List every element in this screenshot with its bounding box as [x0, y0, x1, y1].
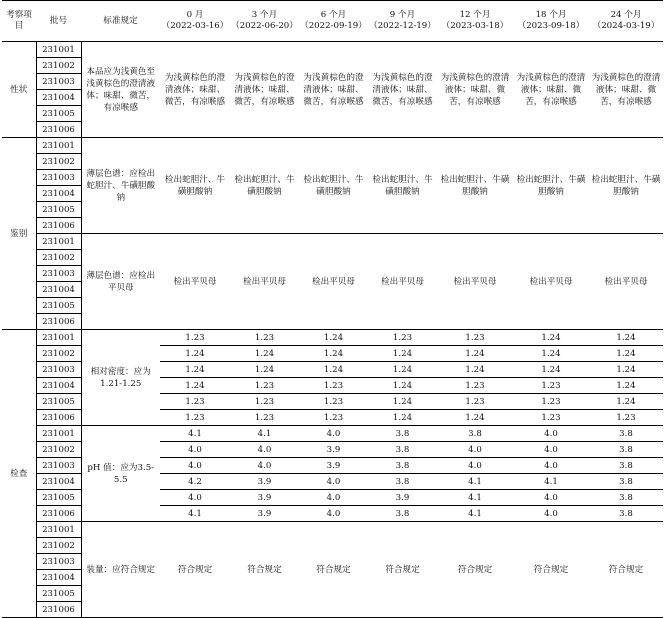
result-cell: 4.0	[160, 458, 230, 474]
header-category: 考察项目	[2, 1, 36, 42]
batch-cell: 231006	[36, 218, 81, 234]
batch-cell: 231004	[36, 474, 81, 490]
result-cell: 3.9	[299, 458, 368, 474]
result-cell: 4.0	[299, 506, 368, 522]
result-cell: 4.1	[437, 474, 513, 490]
result-cell: 检出平贝母	[368, 234, 437, 330]
result-cell: 1.24	[160, 362, 230, 378]
result-cell: 1.23	[230, 394, 299, 410]
batch-cell: 231005	[36, 490, 81, 506]
result-cell: 为浅黄棕色的澄清液体；味甜、微苦，有凉喉感	[513, 42, 589, 138]
batch-cell: 231005	[36, 202, 81, 218]
result-cell: 1.24	[589, 378, 663, 394]
result-cell: 检出平贝母	[513, 234, 589, 330]
result-cell: 检出平贝母	[160, 234, 230, 330]
result-cell: 1.23	[230, 410, 299, 426]
standard-cell: 薄层色谱：应检出蛇胆汁、牛磺胆酸钠	[81, 138, 160, 234]
result-cell: 1.23	[437, 330, 513, 346]
result-cell: 检出平贝母	[299, 234, 368, 330]
batch-cell: 231003	[36, 362, 81, 378]
batch-cell: 231002	[36, 154, 81, 170]
result-cell: 1.24	[368, 378, 437, 394]
result-cell: 1.23	[513, 394, 589, 410]
batch-cell: 231001	[36, 138, 81, 154]
batch-cell: 231002	[36, 250, 81, 266]
result-cell: 4.0	[437, 458, 513, 474]
result-cell: 为浅黄棕色的澄清液体；味甜、微苦，有凉喉感	[437, 42, 513, 138]
result-cell: 1.24	[589, 362, 663, 378]
standard-cell: 本品应为浅黄色至浅黄棕色的澄清液体；味甜、微苦，有凉喉感	[81, 42, 160, 138]
result-cell: 1.24	[437, 410, 513, 426]
result-cell: 检出蛇胆汁、牛磺胆酸钠	[589, 138, 663, 234]
table-body	[2, 42, 663, 618]
table-row	[2, 330, 663, 346]
batch-cell: 231001	[36, 522, 81, 538]
result-cell: 1.24	[368, 410, 437, 426]
result-cell: 检出平贝母	[589, 234, 663, 330]
batch-cell: 231005	[36, 394, 81, 410]
batch-cell: 231002	[36, 58, 81, 74]
result-cell: 检出平贝母	[230, 234, 299, 330]
result-cell: 1.23	[160, 410, 230, 426]
batch-cell: 231001	[36, 426, 81, 442]
result-cell: 3.8	[589, 490, 663, 506]
result-cell: 为浅黄棕色的澄清液体；味甜、微苦，有凉喉感	[230, 42, 299, 138]
batch-cell: 231002	[36, 538, 81, 554]
result-cell: 1.24	[160, 346, 230, 362]
result-cell: 1.24	[299, 362, 368, 378]
result-cell: 1.24	[589, 330, 663, 346]
result-cell: 4.0	[513, 442, 589, 458]
result-cell: 符合规定	[299, 522, 368, 618]
result-cell: 3.9	[230, 474, 299, 490]
result-cell: 为浅黄棕色的澄清液体；味甜、微苦，有凉喉感	[299, 42, 368, 138]
category-cell: 鉴别	[2, 138, 36, 330]
batch-cell: 231005	[36, 298, 81, 314]
result-cell: 3.8	[368, 458, 437, 474]
result-cell: 符合规定	[589, 522, 663, 618]
result-cell: 4.0	[513, 490, 589, 506]
header-month-6: 6 个月 （2022-09-19）	[299, 1, 368, 42]
result-cell: 4.1	[160, 506, 230, 522]
batch-cell: 231004	[36, 570, 81, 586]
header-row	[2, 1, 663, 42]
result-cell: 1.24	[437, 362, 513, 378]
result-cell: 1.24	[513, 362, 589, 378]
batch-cell: 231004	[36, 378, 81, 394]
result-cell: 检出蛇胆汁、牛磺胆酸钠	[299, 138, 368, 234]
result-cell: 1.23	[368, 330, 437, 346]
result-cell: 检出蛇胆汁、牛磺胆酸钠	[368, 138, 437, 234]
result-cell: 1.24	[368, 346, 437, 362]
header-batch: 批号	[36, 1, 81, 42]
batch-cell: 231001	[36, 330, 81, 346]
result-cell: 4.0	[230, 458, 299, 474]
result-cell: 4.1	[513, 474, 589, 490]
result-cell: 为浅黄棕色的澄清液体；味甜、微苦，有凉喉感	[368, 42, 437, 138]
result-cell: 1.24	[589, 394, 663, 410]
result-cell: 1.23	[513, 378, 589, 394]
header-month-24: 24 个月 （2024-03-19）	[589, 1, 663, 42]
result-cell: 检出蛇胆汁、牛磺胆酸钠	[160, 138, 230, 234]
result-cell: 符合规定	[368, 522, 437, 618]
table-row	[2, 138, 663, 154]
result-cell: 3.8	[589, 458, 663, 474]
result-cell: 1.23	[437, 394, 513, 410]
result-cell: 为浅黄棕色的澄清液体；味甜、微苦，有凉喉感	[160, 42, 230, 138]
header-month-0: 0 月 （2022-03-16）	[160, 1, 230, 42]
result-cell: 3.8	[589, 442, 663, 458]
result-cell: 3.8	[368, 474, 437, 490]
header-month-9: 9 个月 （2022-12-19）	[368, 1, 437, 42]
batch-cell: 231001	[36, 42, 81, 58]
result-cell: 检出蛇胆汁、牛磺胆酸钠	[437, 138, 513, 234]
result-cell: 3.8	[368, 506, 437, 522]
table-row	[2, 426, 663, 442]
result-cell: 3.9	[299, 442, 368, 458]
result-cell: 1.23	[513, 410, 589, 426]
result-cell: 1.24	[368, 362, 437, 378]
result-cell: 1.24	[230, 362, 299, 378]
result-cell: 4.0	[513, 458, 589, 474]
result-cell: 1.24	[437, 346, 513, 362]
result-cell: 符合规定	[230, 522, 299, 618]
result-cell: 4.1	[437, 506, 513, 522]
result-cell: 3.9	[368, 490, 437, 506]
header-standard: 标准规定	[81, 1, 160, 42]
result-cell: 1.24	[513, 330, 589, 346]
batch-cell: 231003	[36, 458, 81, 474]
batch-cell: 231006	[36, 410, 81, 426]
batch-cell: 231004	[36, 186, 81, 202]
result-cell: 4.0	[513, 426, 589, 442]
standard-cell: 相对密度：应为1.21-1.25	[81, 330, 160, 426]
result-cell: 1.23	[230, 330, 299, 346]
header-month-18: 18 个月 （2023-09-18）	[513, 1, 589, 42]
result-cell: 4.0	[160, 442, 230, 458]
result-cell: 4.1	[437, 490, 513, 506]
standard-cell: 薄层色谱：应检出平贝母	[81, 234, 160, 330]
result-cell: 1.24	[513, 346, 589, 362]
result-cell: 4.0	[160, 490, 230, 506]
result-cell: 1.24	[299, 346, 368, 362]
result-cell: 符合规定	[513, 522, 589, 618]
category-cell: 检查	[2, 330, 36, 618]
result-cell: 检出平贝母	[437, 234, 513, 330]
result-cell: 检出蛇胆汁、牛磺胆酸钠	[230, 138, 299, 234]
result-cell: 1.24	[368, 394, 437, 410]
result-cell: 1.23	[299, 394, 368, 410]
result-cell: 4.2	[160, 474, 230, 490]
batch-cell: 231003	[36, 554, 81, 570]
batch-cell: 231003	[36, 170, 81, 186]
result-cell: 1.23	[437, 378, 513, 394]
batch-cell: 231004	[36, 90, 81, 106]
result-cell: 1.24	[589, 346, 663, 362]
result-cell: 1.24	[299, 330, 368, 346]
result-cell: 4.0	[230, 442, 299, 458]
result-cell: 4.0	[513, 506, 589, 522]
result-cell: 3.8	[589, 426, 663, 442]
result-cell: 4.0	[437, 442, 513, 458]
batch-cell: 231001	[36, 234, 81, 250]
batch-cell: 231003	[36, 266, 81, 282]
batch-cell: 231002	[36, 442, 81, 458]
batch-cell: 231006	[36, 122, 81, 138]
result-cell: 1.23	[230, 378, 299, 394]
header-month-12: 12 个月 （2023-03-18）	[437, 1, 513, 42]
batch-cell: 231006	[36, 314, 81, 330]
result-cell: 符合规定	[437, 522, 513, 618]
table-row	[2, 522, 663, 538]
table-row	[2, 234, 663, 250]
result-cell: 为浅黄棕色的澄清液体；味甜、微苦，有凉喉感	[589, 42, 663, 138]
batch-cell: 231005	[36, 586, 81, 602]
result-cell: 4.1	[230, 426, 299, 442]
result-cell: 4.0	[299, 490, 368, 506]
result-cell: 3.8	[589, 506, 663, 522]
result-cell: 1.23	[160, 330, 230, 346]
batch-cell: 231002	[36, 346, 81, 362]
result-cell: 符合规定	[160, 522, 230, 618]
result-cell: 3.9	[230, 490, 299, 506]
result-cell: 1.24	[160, 378, 230, 394]
result-cell: 3.8	[589, 474, 663, 490]
result-cell: 1.23	[299, 378, 368, 394]
batch-cell: 231006	[36, 506, 81, 522]
category-cell: 性状	[2, 42, 36, 138]
result-cell: 4.0	[299, 426, 368, 442]
result-cell: 3.8	[368, 442, 437, 458]
batch-cell: 231005	[36, 106, 81, 122]
result-cell: 3.9	[230, 506, 299, 522]
result-cell: 1.23	[589, 410, 663, 426]
standard-cell: pH 值：应为3.5-5.5	[81, 426, 160, 522]
table-row	[2, 42, 663, 58]
batch-cell: 231003	[36, 74, 81, 90]
batch-cell: 231006	[36, 602, 81, 618]
result-cell: 3.8	[368, 426, 437, 442]
result-cell: 1.23	[160, 394, 230, 410]
result-cell: 3.8	[437, 426, 513, 442]
header-month-3: 3 个月 （2022-06-20）	[230, 1, 299, 42]
result-cell: 4.0	[299, 474, 368, 490]
stability-table	[2, 0, 663, 618]
standard-cell: 装量：应符合规定	[81, 522, 160, 618]
result-cell: 1.23	[299, 410, 368, 426]
batch-cell: 231004	[36, 282, 81, 298]
result-cell: 1.24	[230, 346, 299, 362]
result-cell: 检出蛇胆汁、牛磺胆酸钠	[513, 138, 589, 234]
result-cell: 4.1	[160, 426, 230, 442]
